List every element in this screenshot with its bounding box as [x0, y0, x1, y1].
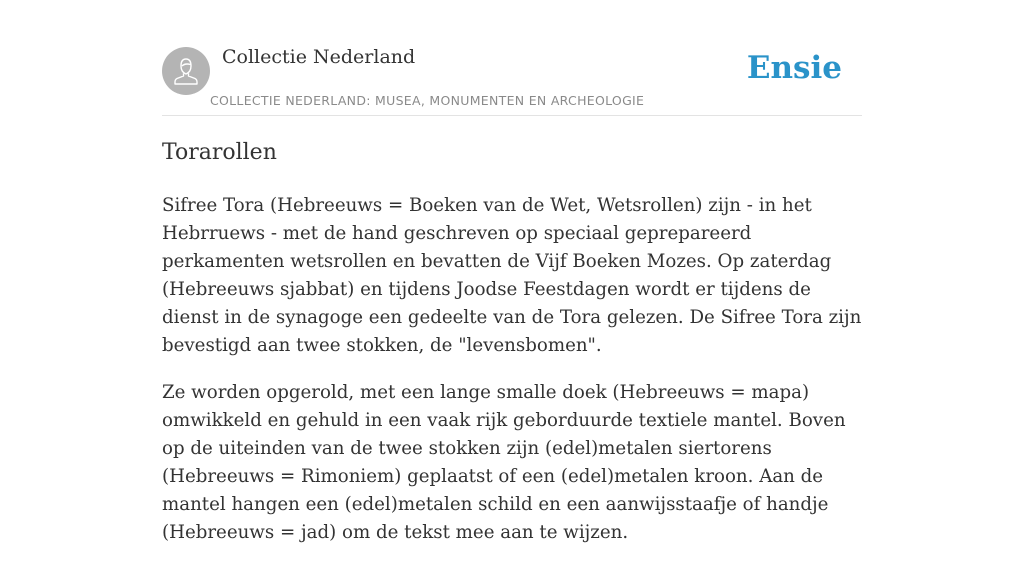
ensie-logo-link[interactable]: Ensie — [746, 50, 842, 86]
article-paragraph: Sifree Tora (Hebreeuws = Boeken van de Wet, Wetsrollen) zijn - in het Hebrruews - met de hand geschreven op speciaal geprepareerd perkamenten wetsrollen en bevatten de Vijf Boeken Mozes. Op zaterdag (Hebreeuws sjabbat) en tijdens Joodse Feestdagen wordt er tijdens de dienst in de synagoge een gedeelte van de Tora gelezen. De Sifree Tora zijn bevestigd aan twee stokken, de "levensbomen". — [162, 195, 862, 356]
author-name-link[interactable]: Collectie Nederland — [222, 46, 416, 68]
article-body — [162, 192, 862, 566]
user-silhouette-icon — [162, 47, 210, 95]
page-container — [162, 0, 862, 543]
article-header — [162, 0, 862, 116]
article-paragraph: Ze worden opgerold, met een lange smalle doek (Hebreeuws = mapa) omwikkeld en gehuld in een vaak rijk geborduurde textiele mantel. Boven op de uiteinden van de twee stokken zijn (edel)metalen siertorens (Hebreeuws = Rimoniem) geplaatst of een (edel)metalen kroon. Aan de mantel hangen een (edel)metalen schild en een aanwijsstaafje of handje (Hebreeuws = jad) om de tekst mee aan te wijzen. — [162, 382, 846, 543]
category-link[interactable]: COLLECTIE NEDERLAND: MUSEA, MONUMENTEN EN ARCHEOLOGIE — [210, 93, 645, 108]
author-avatar[interactable] — [162, 47, 210, 95]
article-title: Torarollen — [162, 140, 277, 165]
